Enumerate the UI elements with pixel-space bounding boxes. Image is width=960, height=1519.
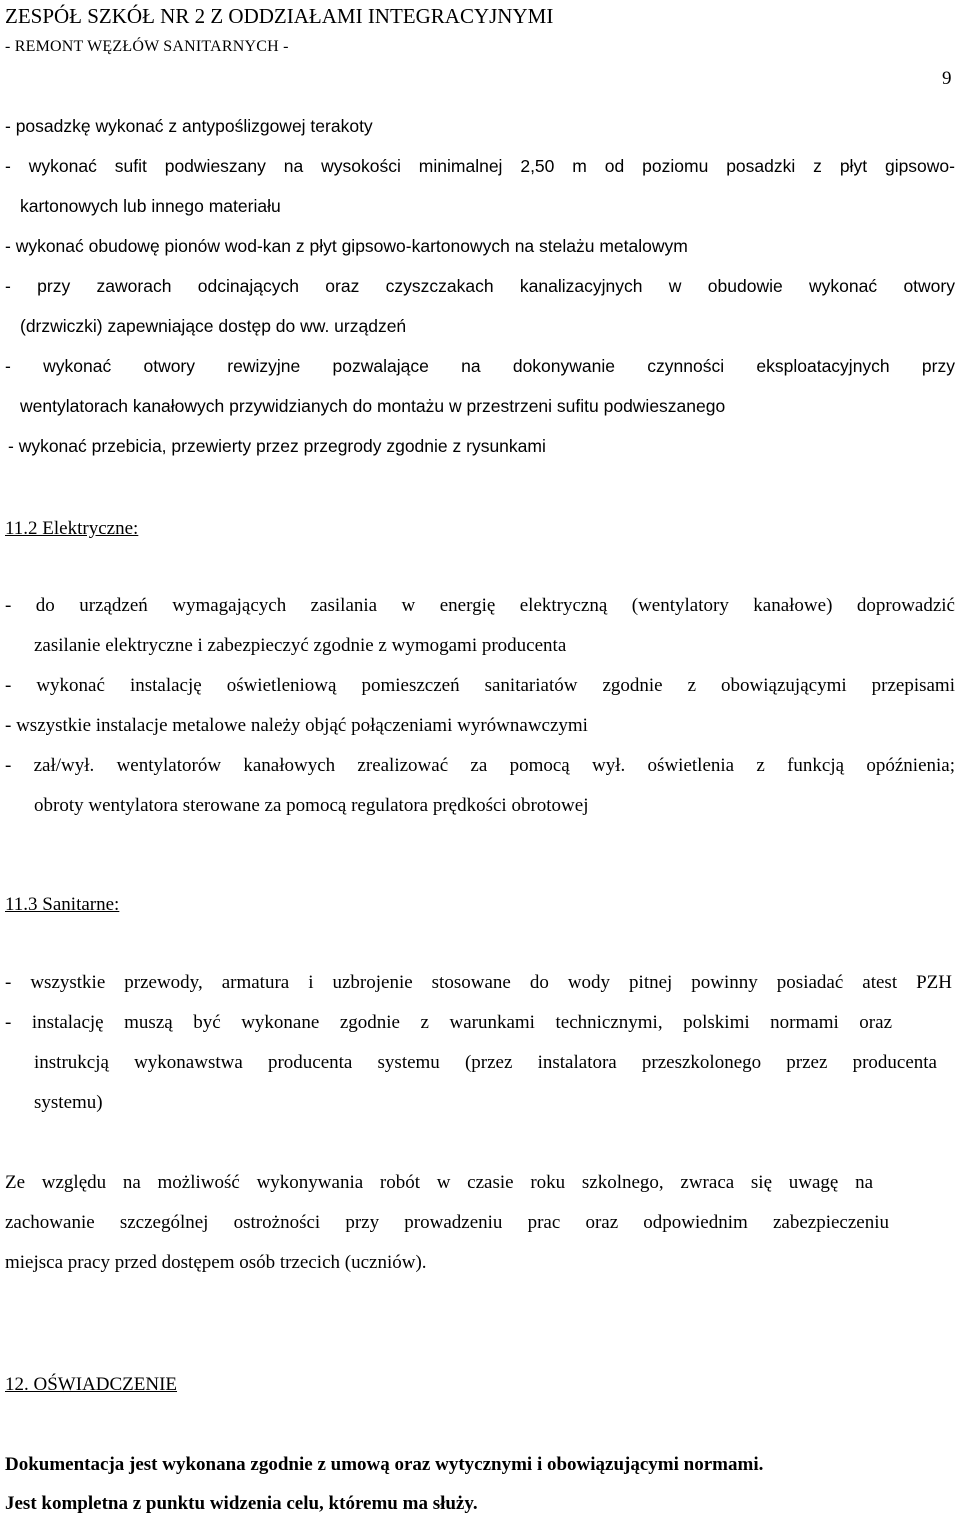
list-item: - przy zaworach odcinających oraz czyszczakach kanalizacyjnych w obudowie wykonać otwory <box>5 276 955 296</box>
list-item: - wykonać obudowę pionów wod-kan z płyt gipsowo-kartonowych na stelażu metalowym <box>5 236 688 256</box>
list-item-continuation: kartonowych lub innego materiału <box>20 196 281 216</box>
list-item-continuation: obroty wentylatora sterowane za pomocą regulatora prędkości obrotowej <box>34 795 589 816</box>
note-paragraph-line: Ze względu na możliwość wykonywania robót w czasie roku szkolnego, zwraca się uwagę na <box>5 1172 873 1193</box>
document-header-title: ZESPÓŁ SZKÓŁ NR 2 Z ODDZIAŁAMI INTEGRACYJNYMI <box>5 4 554 28</box>
list-item: - wykonać sufit podwieszany na wysokości minimalnej 2,50 m od poziomu posadzki z płyt gipsowo- <box>5 156 955 176</box>
list-item-continuation: (drzwiczki) zapewniające dostęp do ww. urządzeń <box>20 316 407 336</box>
list-item-continuation: wentylatorach kanałowych przywidzianych do montażu w przestrzeni sufitu podwieszanego <box>20 396 726 416</box>
list-item: - zał/wył. wentylatorów kanałowych zrealizować za pomocą wył. oświetlenia z funkcją opóźnienia; <box>5 755 955 776</box>
list-item: - do urządzeń wymagających zasilania w energię elektryczną (wentylatory kanałowe) doprowadzić <box>5 595 955 616</box>
section-heading-statement: 12. OŚWIADCZENIE <box>5 1374 178 1395</box>
list-item-continuation: systemu) <box>34 1092 103 1113</box>
list-item-continuation: instrukcją wykonawstwa producenta systemu (przez instalatora przeszkolonego przez producenta <box>34 1052 937 1073</box>
list-item: - wszystkie instalacje metalowe należy objąć połączeniami wyrównawczymi <box>5 715 588 736</box>
note-paragraph-line: miejsca pracy przed dostępem osób trzecich (uczniów). <box>5 1252 427 1273</box>
section-heading-sanitary: 11.3 Sanitarne: <box>5 894 120 915</box>
section-heading-electrical: 11.2 Elektryczne: <box>5 518 139 539</box>
list-item: - wykonać instalację oświetleniową pomieszczeń sanitariatów zgodnie z obowiązującymi przepisami <box>5 675 955 696</box>
document-header-subtitle: - REMONT WĘZŁÓW SANITARNYCH - <box>5 38 289 55</box>
page-number: 9 <box>942 68 952 89</box>
list-item: - wykonać przebicia, przewierty przez przegrody zgodnie z rysunkami <box>8 436 546 456</box>
statement-line: Jest kompletna z punktu widzenia celu, któremu ma służy. <box>5 1493 478 1514</box>
statement-line: Dokumentacja jest wykonana zgodnie z umową oraz wytycznymi i obowiązującymi normami. <box>5 1454 764 1475</box>
list-item: - instalację muszą być wykonane zgodnie z warunkami technicznymi, polskimi normami oraz <box>5 1012 892 1033</box>
list-item-continuation: zasilanie elektryczne i zabezpieczyć zgodnie z wymogami producenta <box>34 635 567 656</box>
note-paragraph-line: zachowanie szczególnej ostrożności przy prowadzeniu prac oraz odpowiednim zabezpieczeniu <box>5 1212 889 1233</box>
list-item: - wykonać otwory rewizyjne pozwalające na dokonywanie czynności eksploatacyjnych przy <box>5 356 955 376</box>
list-item: - wszystkie przewody, armatura i uzbrojenie stosowane do wody pitnej powinny posiadać atest PZH <box>5 972 952 993</box>
list-item: - posadzkę wykonać z antypoślizgowej terakoty <box>5 116 373 136</box>
